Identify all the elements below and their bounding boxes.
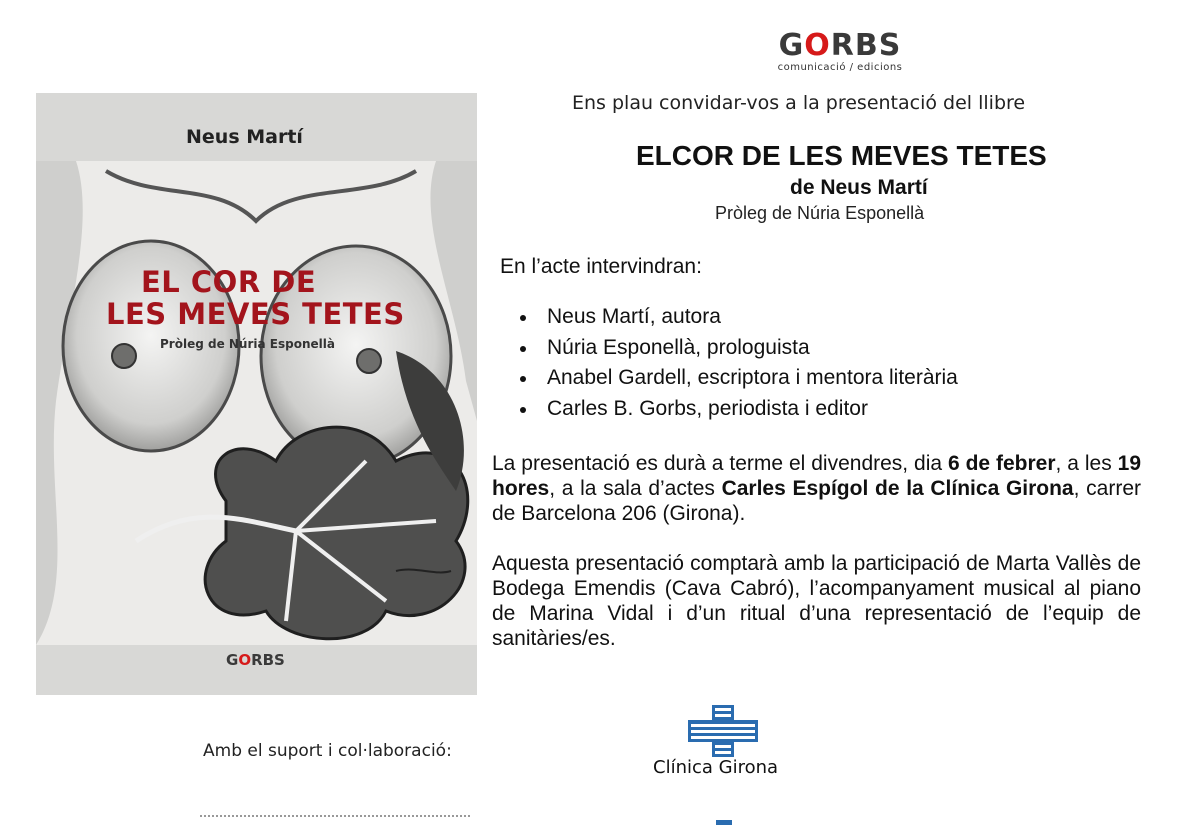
list-item: Núria Esponellà, prologuista — [520, 333, 958, 364]
book-prologue: Pròleg de Núria Esponellà — [715, 203, 925, 223]
book-title: ELCOR DE LES MEVES TETES — [636, 140, 1047, 171]
event-date: 6 de febrer — [947, 452, 1056, 475]
cover-title-line2: LES MEVES TETES — [106, 297, 405, 331]
invitation-text: Ens plau convidar-vos a la presentació del llibre — [572, 92, 1026, 114]
participation-paragraph: Aquesta presentació comptarà amb la participació de Marta Vallès de Bodega Emendis (Cava Cabró), l’acompanyament musical al piano de Marina Vidal i d’un ritual d’una representació de l’equip de sanitàries/es. — [492, 552, 1141, 650]
list-item: Anabel Gardell, escriptora i mentora literària — [520, 363, 958, 394]
support-label: Amb el suport i col·laboració: — [203, 741, 452, 761]
cover-publisher-logo: GORBS — [226, 651, 285, 669]
clinic-name: Clínica Girona — [653, 757, 779, 778]
event-time: 19 hores — [492, 452, 1141, 500]
cover-title-line1: EL COR DE — [141, 265, 317, 299]
event-details-paragraph: La presentació es durà a terme el divendres, dia 6 de febrer, a les 19 hores, a la sala d’actes Carles Espígol de la Clínica Girona, carrer de Barcelona 206 (Girona). — [492, 452, 1141, 525]
speakers-heading: En l’acte intervindran: — [500, 255, 702, 278]
cropped-logo-fragment — [716, 820, 732, 825]
book-author: de Neus Martí — [790, 176, 928, 199]
speakers-list — [520, 302, 958, 424]
book-cover — [36, 93, 477, 695]
cover-prologue: Pròleg de Núria Esponellà — [160, 337, 335, 351]
cross-icon — [688, 705, 758, 757]
publisher-logo-name: GORBS — [778, 28, 902, 63]
list-item: Carles B. Gorbs, periodista i editor — [520, 394, 958, 425]
event-venue: Carles Espígol de la Clínica Girona — [721, 477, 1074, 500]
cover-illustration — [36, 161, 477, 645]
publisher-logo-tagline: comunicació / edicions — [777, 62, 903, 73]
cover-artwork — [36, 161, 477, 645]
cropped-text-fragment — [200, 815, 470, 823]
publisher-logo — [760, 30, 920, 73]
list-item: Neus Martí, autora — [520, 302, 958, 333]
cover-author: Neus Martí — [186, 126, 303, 148]
